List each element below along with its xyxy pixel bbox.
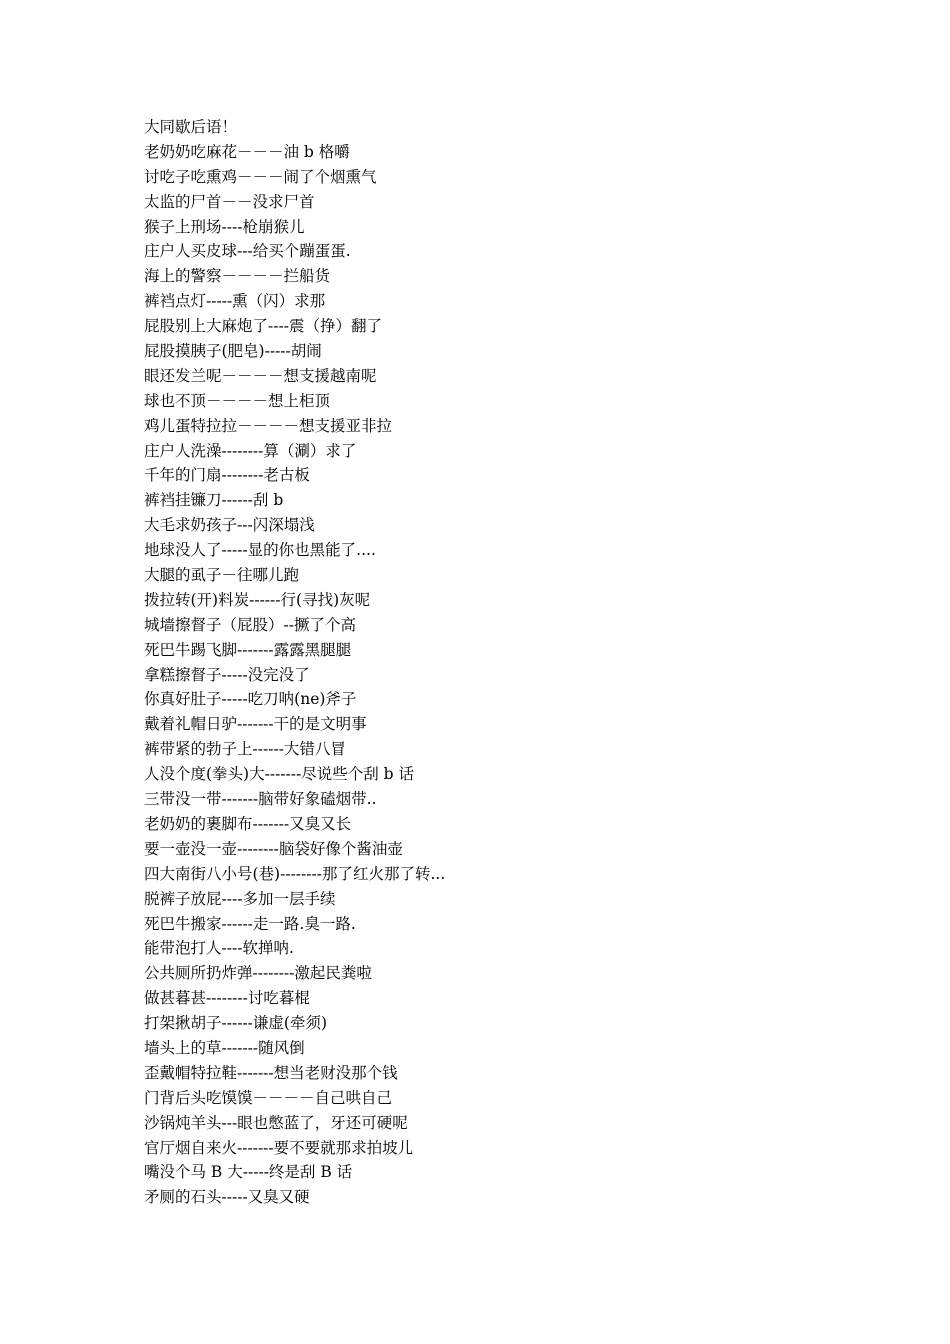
proverb-line: 庄户人买皮球---给买个蹦蛋蛋. [144,242,351,261]
proverb-line: 死巴牛踢飞脚-------露露黑腿腿 [144,640,352,659]
proverb-line: 公共厕所扔炸弹--------激起民粪啦 [144,964,372,983]
proverb-line: 老奶奶吃麻花－－－油 b 格嚼 [144,142,350,161]
proverb-line: 城墙擦督子（屁股）--撅了个高 [144,615,356,634]
proverb-line: 拨拉转(开)料炭------行(寻找)灰呢 [144,590,371,609]
proverb-line: 做甚暮甚--------讨吃暮棍 [144,989,310,1008]
proverb-line: 庄户人洗澡--------算（涮）求了 [144,441,357,460]
proverb-line: 眼还发兰呢－－－－想支援越南呢 [144,366,377,385]
proverb-line: 要一壶没一壶--------脑袋好像个酱油壶 [144,839,403,858]
document-title: 大同歇后语！ [144,118,238,136]
proverb-line: 太监的尸首－－没求尸首 [144,192,315,211]
proverb-line: 戴着礼帽日驴-------干的是文明事 [144,715,367,734]
proverb-line: 猴子上刑场----枪崩猴儿 [144,217,305,236]
proverb-line: 墙头上的草-------随风倒 [144,1038,305,1057]
proverb-line: 屁股摸胰子(肥皂)-----胡闹 [144,342,322,361]
proverb-line: 能带泡打人----软掸呐. [144,939,294,958]
proverb-line: 裤带紧的勃子上------大错八冒 [144,740,346,759]
proverb-line: 地球没人了-----显的你也黑能了.... [144,541,376,560]
proverb-line: 千年的门扇--------老古板 [144,466,310,485]
proverb-line: 老奶奶的裹脚布-------又臭又长 [144,814,352,833]
proverb-list [144,115,844,1210]
proverb-line: 四大南街八小号(巷)--------那了红火那了转... [144,864,446,883]
proverb-line: 裤裆挂镰刀------刮 b [144,491,284,510]
proverb-line: 歪戴帽特拉鞋-------想当老财没那个钱 [144,1063,398,1082]
proverb-line: 死巴牛搬家------走一路.臭一路. [144,914,356,933]
proverb-line: 门背后头吃馍馍－－－－自己哄自己 [144,1088,393,1107]
proverb-line: 打架揪胡子------谦虚(牵须) [144,1014,328,1033]
proverb-line: 嘴没个马 B 大-----终是刮 B 话 [144,1163,353,1182]
proverb-line: 三带没一带-------脑带好象磕烟带.. [144,790,377,809]
proverb-line: 海上的警察－－－－拦船货 [144,267,331,286]
proverb-line: 屁股别上大麻炮了----震（挣）翻了 [144,317,382,336]
proverb-line: 大腿的虱子－往哪儿跑 [144,566,300,585]
proverb-line: 讨吃子吃熏鸡－－－闹了个烟熏气 [144,167,377,186]
proverb-line: 球也不顶－－－－想上柜顶 [144,391,331,410]
proverb-line: 拿糕擦督子-----没完没了 [144,665,310,684]
proverb-line: 沙锅炖羊头---眼也憋蓝了，牙还可硬呢 [144,1113,408,1132]
proverb-line: 人没个度(拳头)大-------尽说些个刮 b 话 [144,765,415,784]
proverb-line: 裤裆点灯-----熏（闪）求那 [144,292,326,311]
proverb-line: 脱裤子放屁----多加一层手续 [144,889,336,908]
proverb-line: 你真好肚子-----吃刀呐(ne)斧子 [144,690,357,709]
proverb-line: 鸡儿蛋特拉拉－－－－想支援亚非拉 [144,416,393,435]
proverb-line: 矛厕的石头-----又臭又硬 [144,1188,310,1207]
proverb-line: 官厅烟自来火-------要不要就那求拍坡儿 [144,1138,414,1157]
proverb-line: 大毛求奶孩子---闪深塌浅 [144,516,315,535]
